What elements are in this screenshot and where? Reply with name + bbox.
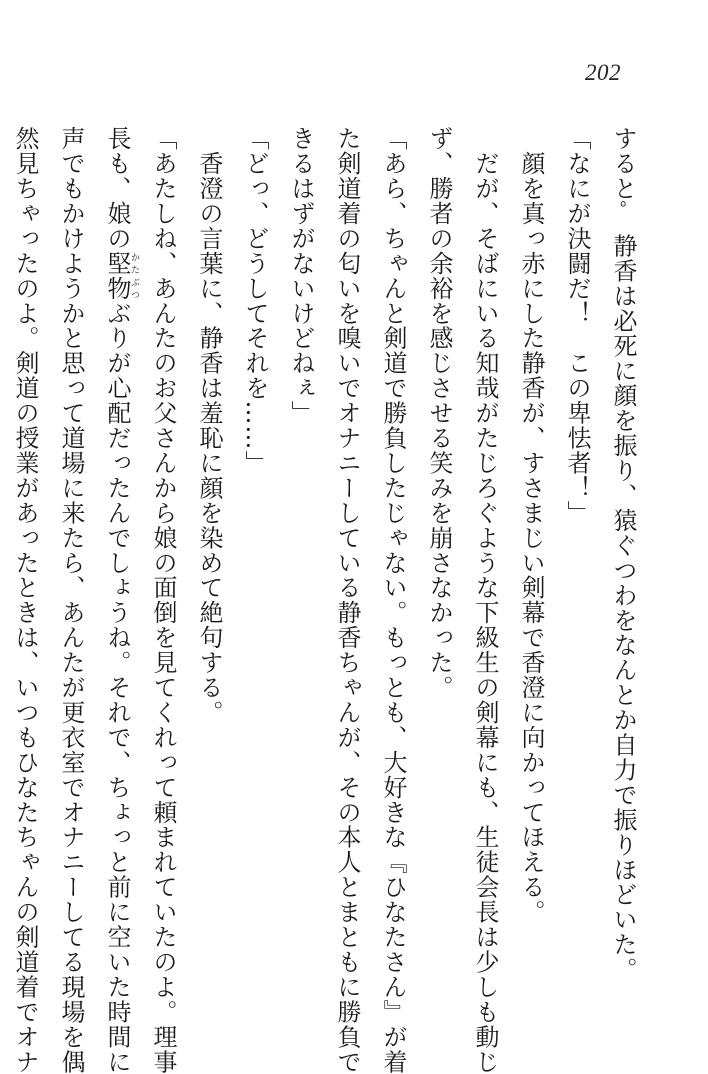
- page-number: 202: [585, 60, 621, 85]
- text-line: た剣道着の匂いを嗅いでオナニーしている静香ちゃんが、その本人とまともに勝負で: [333, 126, 361, 1074]
- ruby-reading: かたぶつ: [129, 250, 139, 301]
- text-line: 「なにが決闘だ！ この卑怯者！」: [563, 126, 591, 526]
- text-line: 顔を真っ赤にした静香が、すさまじい剣幕で香澄に向かってほえる。: [517, 126, 545, 925]
- text-line-with-ruby: 長も、娘の堅物かたぶつぶりが心配だったんでしょうね。それで、ちょっと前に空いた時間に: [103, 126, 139, 1074]
- text-line: 「あら、ちゃんと剣道で勝負したじゃない。もっとも、大好きな『ひなたさん』が着: [379, 126, 407, 1074]
- text-line: 然見ちゃったのよ。剣道の授業があったときは、いつもひなたちゃんの剣道着でオナ: [11, 126, 39, 1074]
- text-line: きるはずがないけどねぇ」: [287, 126, 315, 426]
- text-line: 香澄の言葉に、静香は羞恥に顔を染めて絶句する。: [195, 126, 223, 725]
- vertical-text-body: [0, 126, 646, 1074]
- ruby-annotation: 堅物かたぶつ: [103, 250, 139, 301]
- text-line: するとﾟ 静香は必死に顔を振り、猿ぐつわをなんとか自力で振りほどいた。: [609, 126, 637, 982]
- text-line: 「あたしね、あんたのお父さんから娘の面倒を見てくれって頼まれていたのよ。理事: [149, 126, 177, 1074]
- text-line: ず、勝者の余裕を感じさせる笑みを崩さなかった。: [425, 126, 453, 700]
- text-line: 「どっ、どうしてそれを……」: [241, 126, 269, 476]
- text-line: 声でもかけようかと思って道場に来たら、あんたが更衣室でオナニーしてる現場を偶: [57, 126, 85, 1074]
- text-line: だが、そばにいる知哉がたじろぐような下級生の剣幕にも、生徒会長は少しも動じ: [471, 126, 499, 1074]
